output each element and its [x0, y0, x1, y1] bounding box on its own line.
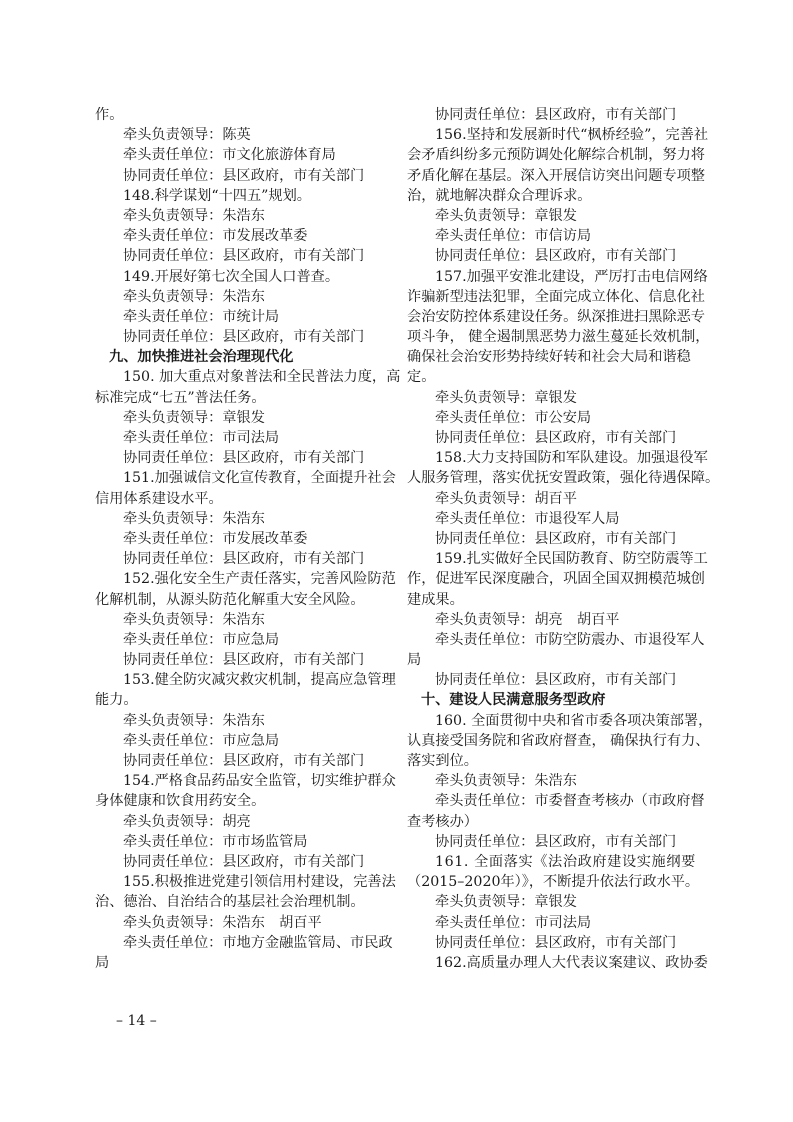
text-line: 协同责任单位：县区政府，市有关部门	[435, 430, 677, 446]
section-heading: 十、建设人民满意服务型政府	[421, 692, 606, 709]
text-line: 牵头责任单位：市司法局	[435, 914, 592, 931]
text-line: 牵头责任单位：市应急局	[123, 732, 280, 749]
text-line: 牵头责任单位：市统计局	[123, 308, 280, 325]
text-line: 作，促进军民深度融合，巩固全国双拥模范城创	[407, 571, 705, 588]
text-line: 牵头负责领导：朱浩东	[123, 712, 265, 729]
text-line: 牵头负责领导：胡亮 胡百平	[435, 611, 620, 628]
text-line: 158.大力支持国防和军队建设。加强退役军	[435, 450, 708, 467]
text-line: 148.科学谋划“十四五”规划。	[123, 187, 311, 204]
section-heading: 九、加快推进社会治理现代化	[109, 349, 294, 366]
text-line: 治、德治、自治结合的基层社会治理机制。	[95, 894, 365, 911]
text-line: 154.严格食品药品安全监管，切实维护群众	[123, 773, 396, 790]
text-line: 协同责任单位：县区政府，市有关部门	[123, 853, 365, 870]
text-line: 牵头负责领导：章银发	[435, 207, 577, 224]
text-line: 牵头责任单位：市退役军人局	[435, 510, 620, 527]
text-line: 牵头负责领导：章银发	[123, 409, 265, 426]
text-line: 信用体系建设水平。	[95, 490, 223, 507]
text-line: 牵头责任单位：市防空防震办、市退役军人	[435, 631, 705, 648]
text-line: 牵头责任单位：市应急局	[123, 631, 280, 648]
text-line: 协同责任单位：县区政府，市有关部门	[435, 248, 677, 265]
text-line: 标准完成“七五”普法任务。	[95, 389, 266, 406]
text-line: 159.扎实做好全民国防教育、防空防震等工	[435, 551, 708, 568]
text-line: 确保社会治安形势持续好转和社会大局和谐稳	[407, 349, 691, 366]
text-line: 矛盾化解在基层。深入开展信访突出问题专项整	[407, 167, 705, 184]
text-line: 定。	[407, 369, 436, 386]
text-line: 协同责任单位：县区政府，市有关部门	[435, 107, 677, 123]
text-line: 项斗争， 健全遏制黑恶势力滋生蔓延长效机制，	[407, 329, 710, 346]
text-line: 牵头责任单位：市文化旅游体育局	[123, 147, 336, 164]
text-line: 157.加强平安淮北建设，严厉打击电信网络	[435, 268, 708, 285]
text-line: 牵头负责领导：章银发	[435, 894, 577, 911]
right-column	[407, 105, 720, 973]
text-line: 149.开展好第七次全国人口普查。	[123, 268, 340, 285]
text-line: 牵头负责领导：朱浩东	[123, 611, 265, 628]
text-line: 牵头责任单位：市地方金融监管局、市民政	[123, 934, 393, 951]
text-line: （2015–2020年）》，不断提升依法行政水平。	[407, 874, 700, 891]
text-line: 牵头责任单位：市公安局	[435, 409, 592, 426]
text-line: 牵头责任单位：市发展改革委	[123, 530, 308, 547]
text-line: 协同责任单位：县区政府，市有关部门	[123, 167, 365, 184]
text-line: 153.健全防灾减灾救灾机制，提高应急管理	[123, 672, 396, 689]
text-line: 协同责任单位：县区政府，市有关部门	[435, 530, 677, 547]
text-line: 牵头负责领导：朱浩东	[435, 773, 577, 790]
text-line: 能力。	[95, 692, 138, 709]
text-line: 牵头责任单位：市市场监管局	[123, 833, 308, 850]
text-line: 查考核办）	[407, 813, 478, 830]
text-line: 152.强化安全生产责任落实，完善风险防范	[123, 571, 396, 588]
text-line: 治，就地解决群众合理诉求。	[407, 187, 592, 204]
text-line: 牵头负责领导：朱浩东 胡百平	[123, 914, 322, 931]
text-line: 会治安防控体系建设任务。纵深推进扫黑除恶专	[407, 308, 705, 325]
text-line: 身体健康和饮食用药安全。	[95, 793, 266, 810]
text-line: 牵头责任单位：市司法局	[123, 430, 280, 446]
text-line: 化解机制，从源头防范化解重大安全风险。	[95, 591, 365, 608]
text-line: 牵头责任单位：市委督查考核办（市政府督	[435, 793, 705, 810]
text-line: 认真接受国务院和省政府督查， 确保执行有力、	[407, 732, 710, 749]
text-line: 协同责任单位：县区政府，市有关部门	[123, 551, 365, 568]
text-line: 建成果。	[407, 591, 464, 608]
page-number: – 14 –	[116, 1013, 157, 1029]
text-line: 人服务管理，落实优抚安置政策，强化待遇保障。	[407, 470, 720, 487]
text-line: 162.高质量办理人大代表议案建议、政协委	[435, 954, 708, 971]
text-line: 151.加强诚信文化宣传教育，全面提升社会	[123, 470, 396, 487]
text-line: 牵头负责领导：章银发	[435, 389, 577, 406]
text-line: 150. 加大重点对象普法和全民普法力度，高	[123, 369, 401, 386]
text-line: 协同责任单位：县区政府，市有关部门	[123, 329, 365, 346]
text-line: 诈骗新型违法犯罪，全面完成立体化、信息化社	[407, 288, 705, 305]
text-line: 协同责任单位：县区政府，市有关部门	[123, 450, 365, 467]
text-line: 牵头负责领导：朱浩东	[123, 207, 265, 224]
text-line: 牵头负责领导：陈英	[123, 127, 251, 144]
text-line: 牵头负责领导：朱浩东	[123, 288, 265, 305]
text-line: 161. 全面落实《法治政府建设实施纲要	[435, 853, 696, 870]
text-line: 156.坚持和发展新时代“枫桥经验”，完善社	[435, 127, 709, 144]
text-line: 160. 全面贯彻中央和省市委各项决策部署，	[435, 712, 713, 729]
text-line: 局	[95, 954, 110, 971]
text-line: 牵头负责领导：胡百平	[435, 490, 577, 507]
text-line: 牵头负责领导：胡亮	[123, 813, 251, 830]
text-line: 协同责任单位：县区政府，市有关部门	[123, 652, 365, 669]
text-line: 协同责任单位：县区政府，市有关部门	[123, 753, 365, 769]
text-line: 155.积极推进党建引领信用村建设，完善法	[123, 874, 396, 891]
text-line: 局	[407, 652, 422, 669]
text-line: 协同责任单位：县区政府，市有关部门	[435, 833, 677, 850]
text-line: 会矛盾纠纷多元预防调处化解综合机制，努力将	[407, 147, 705, 164]
text-line: 牵头责任单位：市发展改革委	[123, 228, 308, 245]
text-line: 协同责任单位：县区政府，市有关部门	[435, 672, 677, 689]
left-column	[95, 105, 401, 973]
text-line: 协同责任单位：县区政府，市有关部门	[123, 248, 365, 265]
text-line: 牵头负责领导：朱浩东	[123, 510, 265, 527]
text-line: 协同责任单位：县区政府，市有关部门	[435, 934, 677, 951]
text-line: 落实到位。	[407, 753, 478, 769]
text-line: 作。	[95, 107, 124, 123]
text-line: 牵头责任单位：市信访局	[435, 228, 592, 245]
